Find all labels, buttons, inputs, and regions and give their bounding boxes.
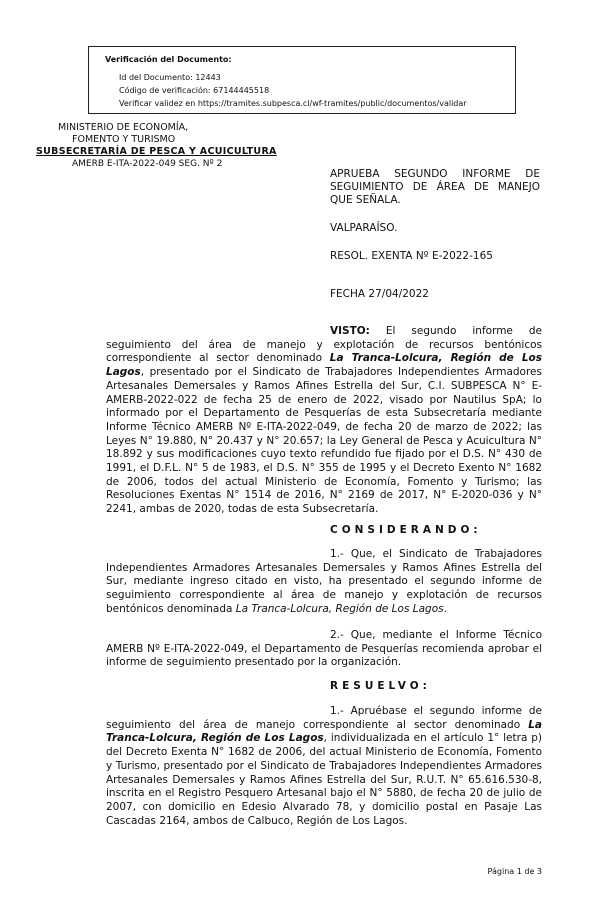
verification-document-id: ▸ Id del Documento: 12443 xyxy=(119,71,505,84)
verification-link[interactable]: ▸ Verificar validez en https://tramites.subpesca.cl/wf-tramites/public/documentos/validar xyxy=(119,97,505,110)
considerando-p2-text: 2.- Que, mediante el Informe Técnico AMERB Nº E-ITA-2022-049, el Departamento de Pesquerías recomienda aprobar el informe de seguimiento presentado por la organización. xyxy=(106,629,542,669)
considerando-paragraph-1 xyxy=(106,548,542,617)
visto-label: VISTO: xyxy=(330,325,370,337)
resuelvo-heading: RESUELVO: xyxy=(330,680,431,692)
ministry-line1: MINISTERIO DE ECONOMÍA, xyxy=(58,122,189,133)
resolution-date: FECHA 27/04/2022 xyxy=(330,288,429,300)
resolution-number: RESOL. EXENTA Nº E-2022-165 xyxy=(330,250,493,262)
resuelvo-p1-text-a: 1.- Apruébase el segundo informe de seguimiento del área de manejo correspondiente al sector denominado xyxy=(106,705,542,731)
considerando-p1-sector: La Tranca-Lolcura, Región de Los Lagos xyxy=(235,602,444,615)
verification-code: ▸ Código de verificación: 67144445518 xyxy=(119,84,505,97)
verification-box xyxy=(88,46,516,114)
considerando-paragraph-2 xyxy=(106,629,542,670)
visto-paragraph xyxy=(106,325,542,517)
resuelvo-p1-text-b: , individualizada en el artículo 1° letra p) del Decreto Exenta N° 1682 de 2006, del actual Ministerio de Economía, Fomento y Turismo, presentado por el Sindicato de Trabajadores Independientes Armadores Artesanales Demersales y Ramos Afines Estrella del Sur, R.U.T. N° 65.616.530-8, inscrita en el Registro Pesquero Artesanal bajo el N° 5880, de fecha 20 de julio de 2007, con domicilio en Edesio Alvarado 78, y domicilio postal en Pasaje Las Cascadas 2164, ambos de Calbuco, Región de Los Lagos. xyxy=(106,732,543,827)
page-number: Página 1 de 3 xyxy=(487,867,542,876)
visto-text-a: El segundo informe de seguimiento del área de manejo y explotación de recursos bentónicos correspondiente al sector denominado xyxy=(106,325,542,365)
resuelvo-paragraph-1 xyxy=(106,705,542,828)
verification-list xyxy=(105,71,505,110)
considerando-heading: CONSIDERANDO: xyxy=(330,524,482,536)
visto-sector: La Tranca-Lolcura, Región de Los Lagos xyxy=(106,352,542,379)
considerando-p1-text-b: . xyxy=(443,602,447,615)
ministry-header xyxy=(36,122,286,170)
resuelvo-p1-sector: La Tranca-Lolcura, Región de Los Lagos xyxy=(106,718,542,745)
document-reference: AMERB E-ITA-2022-049 SEG. Nº 2 xyxy=(72,159,223,169)
ministry-line2: FOMENTO Y TURISMO xyxy=(72,134,176,145)
subsecretaria-name: SUBSECRETARÍA DE PESCA Y ACUICULTURA xyxy=(36,146,277,157)
resolution-summary: APRUEBA SEGUNDO INFORME DE SEGUIMIENTO DE ÁREA DE MANEJO QUE SEÑALA. xyxy=(330,168,540,206)
verification-title: Verificación del Documento: xyxy=(105,55,232,64)
visto-text-b: , presentado por el Sindicato de Trabajadores Independientes Armadores Artesanales Demersales y Ramos Afines Estrella del Sur, C.I. SUBPESCA N° E-AMERB-2022-022 de fecha 25 de enero de 2022, visado por Nautilus SpA; lo informado por el Departamento de Pesquerías de esta Subsecretaría mediante Informe Técnico AMERB Nº E-ITA-2022-049, de fecha 20 de marzo de 2022; las Leyes N° 19.880, N° 20.437 y N° 20.657; la Ley General de Pesca y Acuicultura N° 18.892 y sus modificaciones cuyo texto refundido fue fijado por el D.S. N° 430 de 1991, el D.F.L. N° 5 de 1983, el D.S. N° 355 de 1995 y el Decreto Exento N° 1682 de 2006, todos del actual Ministerio de Economía, Fomento y Turismo; las Resoluciones Exentas N° 1514 de 2016, N° 2169 de 2017, N° E-2020-036 y N° 2241, ambas de 2020, todas de esta Subsecretaría. xyxy=(106,366,542,516)
resolution-place: VALPARAÍSO. xyxy=(330,222,398,234)
considerando-p1-text-a: 1.- Que, el Sindicato de Trabajadores Independientes Armadores Artesanales Demersales y Ramos Afines Estrella del Sur, mediante ingreso citado en visto, ha presentado el segundo informe de seguimiento correspondiente al área de manejo y explotación de recursos bentónicos denominada xyxy=(106,548,542,615)
